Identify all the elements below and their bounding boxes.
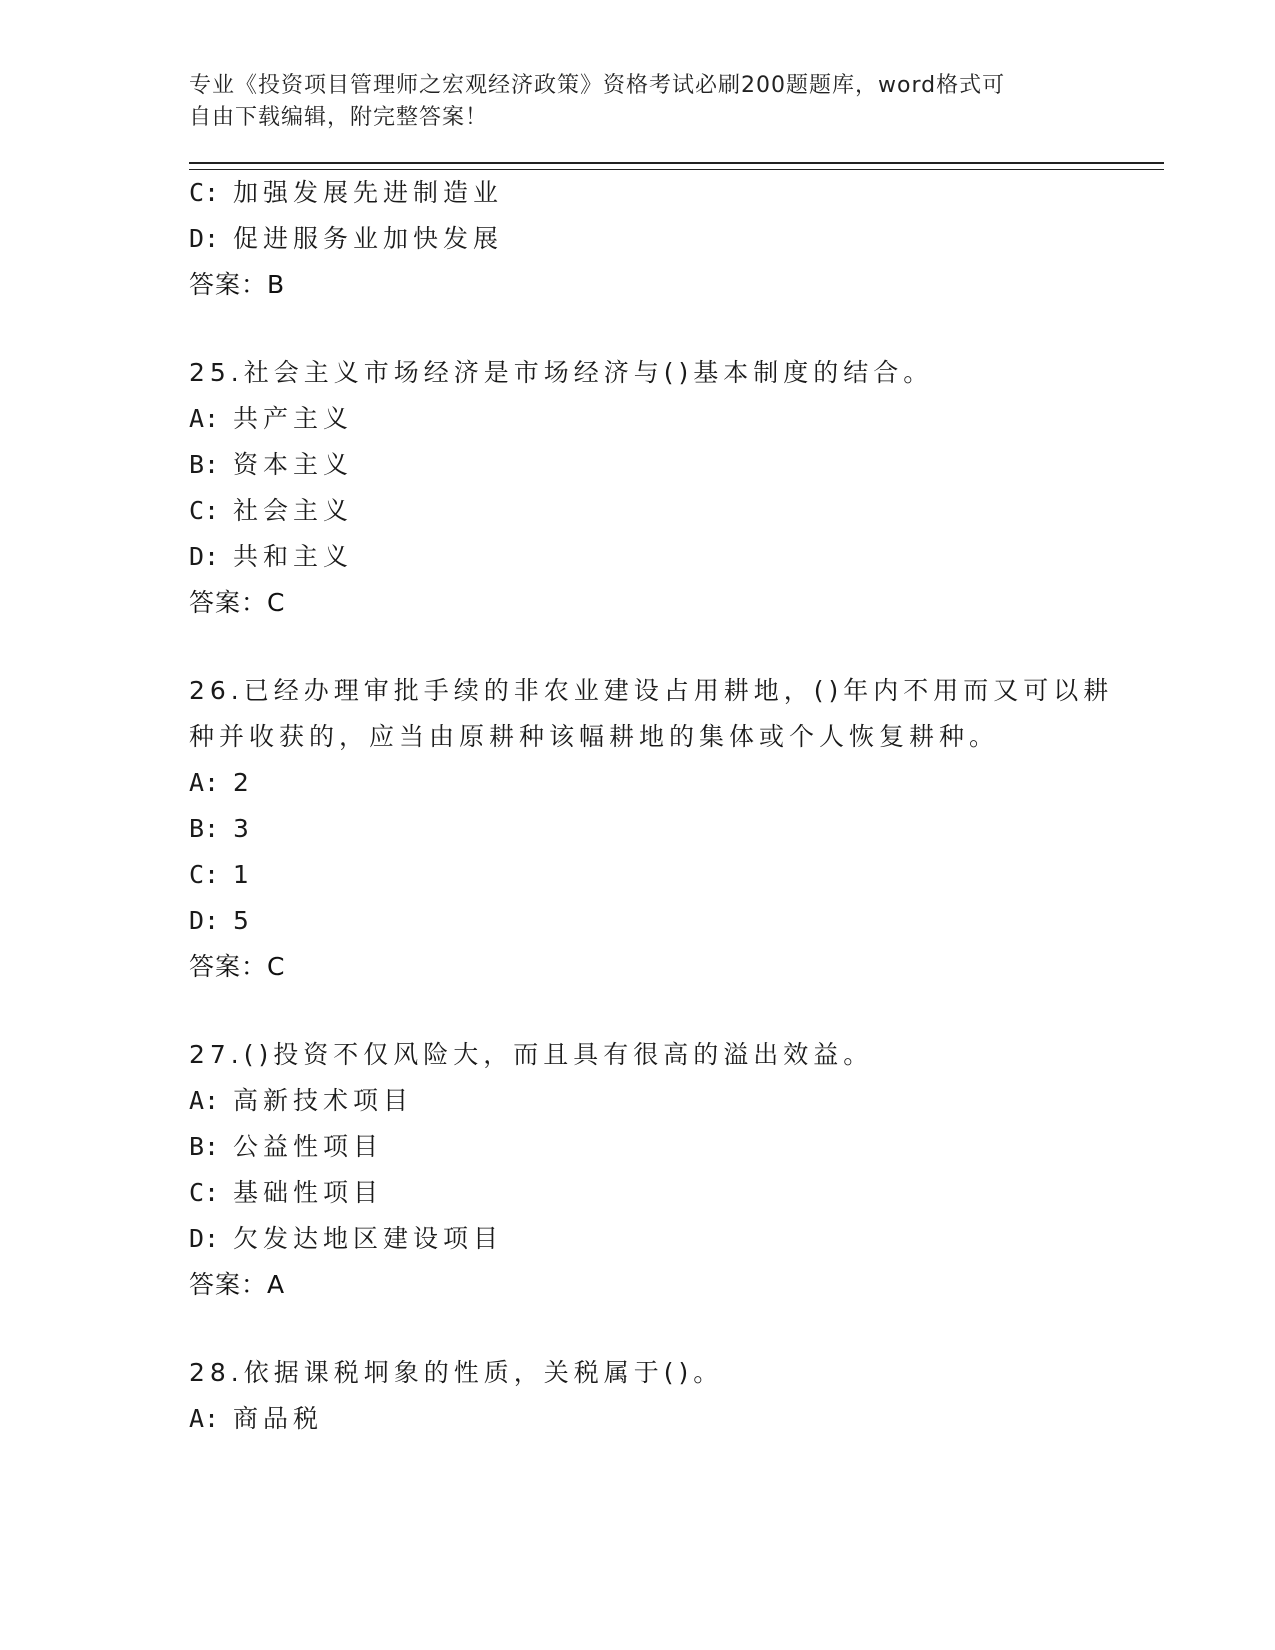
question-text: 27.()投资不仅风险大，而且具有很高的溢出效益。 [189,1040,874,1069]
answer-line [189,262,1169,308]
header-title-line-1: 专业《投资项目管理师之宏观经济政策》资格考试必刷200题题库，word格式可 [189,73,1006,98]
option-key: A: [189,404,220,433]
option-text: 共产主义 [233,404,354,433]
option-text: 2 [233,768,254,797]
option-d [189,216,1169,262]
option-key: A: [189,1404,220,1433]
option-c [189,488,1169,534]
option-text: 共和主义 [233,542,354,571]
option-a [189,1396,1169,1442]
answer-label: 答案： [189,270,268,299]
option-a [189,396,1169,442]
partial-question [189,170,1169,308]
answer-line [189,944,1169,990]
answer-label: 答案： [189,588,268,617]
option-text: 商品税 [233,1404,324,1433]
option-key: D: [189,906,220,935]
option-text: 1 [233,860,254,889]
question-text: 28.依据课税坰象的性质，关税属于()。 [189,1358,724,1387]
answer-value: A [267,1270,286,1299]
answer-value: C [267,952,286,981]
question-28 [189,1350,1169,1442]
option-key: D: [189,224,220,253]
option-text: 欠发达地区建设项目 [233,1224,504,1253]
answer-value: B [267,270,286,299]
document-page [189,70,1169,1442]
option-b [189,806,1169,852]
option-a [189,760,1169,806]
answer-line [189,580,1169,626]
option-text: 3 [233,814,254,843]
option-key: A: [189,768,220,797]
option-b [189,442,1169,488]
option-key: D: [189,1224,220,1253]
question-text-line-1: 26.已经办理审批手续的非农业建设占用耕地，()年内不用而又可以耕 [189,676,1114,705]
question-26 [189,668,1169,990]
question-27 [189,1032,1169,1308]
answer-line [189,1262,1169,1308]
option-text: 促进服务业加快发展 [233,224,504,253]
answer-value: C [267,588,286,617]
question-text: 25.社会主义市场经济是市场经济与()基本制度的结合。 [189,358,934,387]
option-text: 加强发展先进制造业 [233,178,504,207]
option-key: B: [189,1132,220,1161]
option-text: 社会主义 [233,496,354,525]
option-a [189,1078,1169,1124]
option-key: B: [189,450,220,479]
option-text: 高新技术项目 [233,1086,414,1115]
question-25 [189,350,1169,626]
option-key: C: [189,1178,220,1207]
option-c [189,1170,1169,1216]
answer-label: 答案： [189,1270,268,1299]
option-d [189,534,1169,580]
option-text: 公益性项目 [233,1132,384,1161]
option-key: C: [189,496,220,525]
header-divider [189,162,1164,170]
option-d [189,1216,1169,1262]
option-key: A: [189,1086,220,1115]
answer-label: 答案： [189,952,268,981]
option-c [189,852,1169,898]
option-b [189,1124,1169,1170]
option-key: D: [189,542,220,571]
option-d [189,898,1169,944]
option-text: 资本主义 [233,450,354,479]
option-key: C: [189,178,220,207]
header-title-line-2: 自由下载编辑，附完整答案！ [189,105,489,130]
option-text: 基础性项目 [233,1178,384,1207]
option-text: 5 [233,906,254,935]
option-key: C: [189,860,220,889]
option-c [189,170,1169,216]
option-key: B: [189,814,220,843]
question-text-line-2: 种并收获的，应当由原耕种该幅耕地的集体或个人恢复耕种。 [189,722,1000,751]
